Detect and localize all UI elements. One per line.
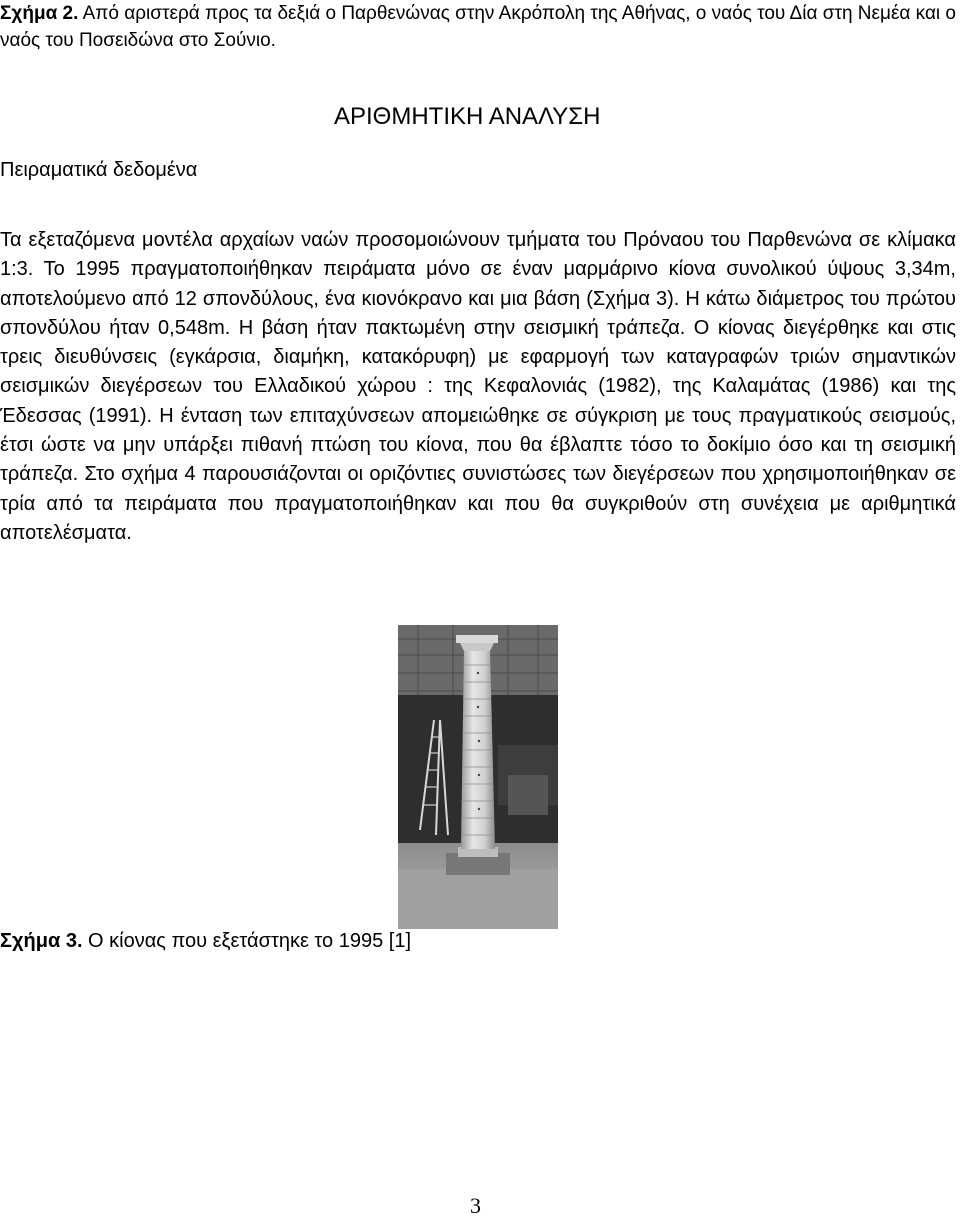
figure-3-label: Σχήμα 3. <box>0 930 83 952</box>
figure-2-caption <box>0 0 958 54</box>
figure-2-caption-text: Από αριστερά προς τα δεξιά ο Παρθενώνας στην Ακρόπολη της Αθήνας, ο ναός του Δία στη Νεμέα και ο ναός του Ποσειδώνα στο Σούνιο. <box>0 3 956 51</box>
figure-2-label: Σχήμα 2. <box>0 3 79 24</box>
column-photo <box>398 625 558 929</box>
subheading: Πειραματικά δεδομένα <box>0 159 198 181</box>
body-paragraph: Τα εξεταζόμενα μοντέλα αρχαίων ναών προσομοιώνουν τμήματα του Πρόναου του Παρθενώνα σε κλίμακα 1:3. Το 1995 πραγματοποιήθηκαν πειράματα μόνο σε έναν μαρμάρινο κίονα συνολικού ύψους 3,34m, αποτελούμενο από 12 σπονδύλους, ένα κιονόκρανο και μια βάση (Σχήμα 3). Η κάτω διάμετρος του πρώτου σπονδύλου ήταν 0,548m. Η βάση ήταν πακτωμένη στην σεισμική τράπεζα. Ο κίονας διεγέρθηκε και στις τρεις διευθύνσεις (εγκάρσια, διαμήκη, κατακόρυφη) με εφαρμογή των καταγραφών τριών σημαντικών σεισμικών διεγέρσεων του Ελλαδικού χώρου : της Κεφαλονιάς (1982), της Καλαμάτας (1986) και της Έδεσσας (1991). Η ένταση των επιταχύνσεων απομειώθηκε σε σύγκριση με τους πραγματικούς σεισμούς, έτσι ώστε να μην υπάρξει πιθανή πτώση του κίονα, που θα έβλαπτε τόσο το δοκίμιο όσο και τη σεισμική τράπεζα. Στο σχήμα 4 παρουσιάζονται οι οριζόντιες συνιστώσες των διεγέρσεων που χρησιμοποιήθηκαν σε τρία από τα πειράματα που πραγματοποιήθηκαν και που θα συγκριθούν στη συνέχεια με αριθμητικά αποτελέσματα. <box>0 229 956 544</box>
section-heading: ΑΡΙΘΜΗΤΙΚΗ ΑΝΑΛΥΣΗ <box>334 103 601 130</box>
page-number: 3 <box>470 1193 481 1218</box>
figure-3-caption <box>0 930 411 953</box>
figure-3-caption-text: Ο κίονας που εξετάστηκε το 1995 [1] <box>82 930 412 952</box>
